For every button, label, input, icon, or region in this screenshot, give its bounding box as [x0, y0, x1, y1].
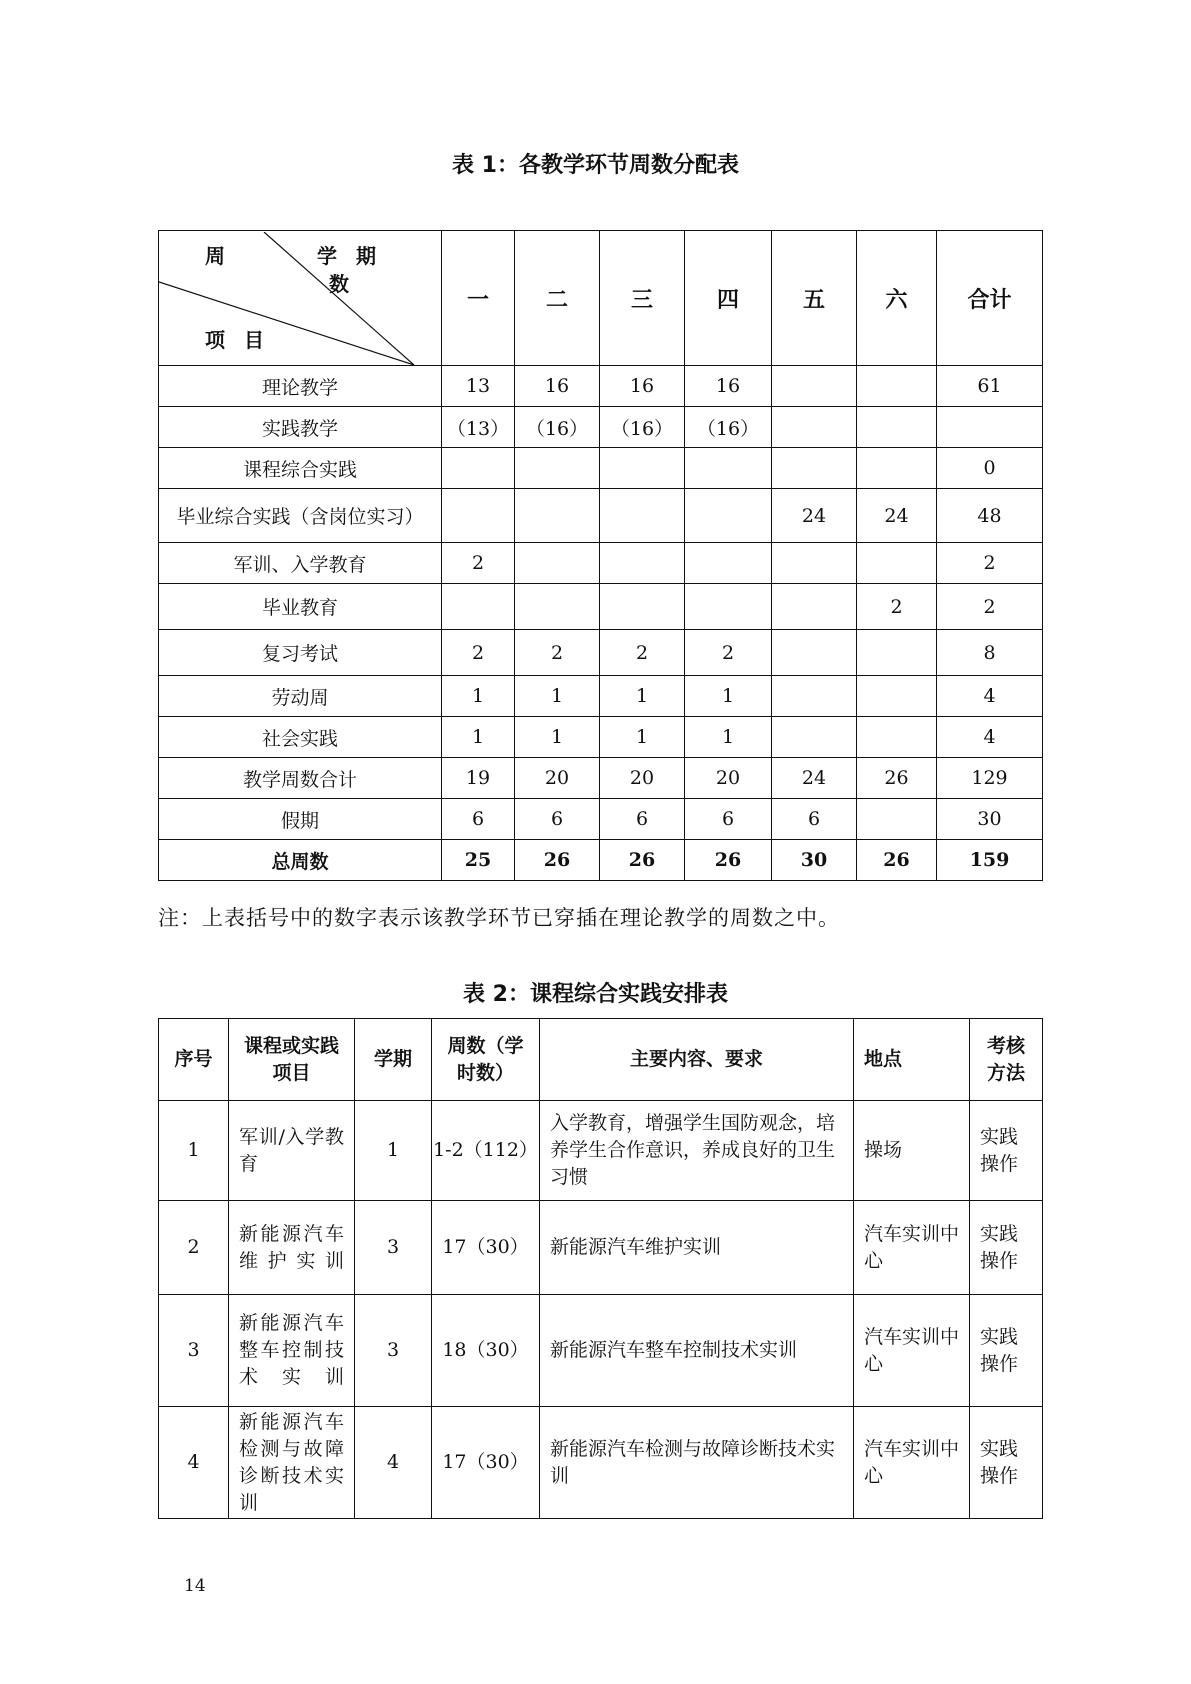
table1-cell: 20: [685, 758, 772, 799]
row-label: 教学周数合计: [159, 758, 442, 799]
table1-cell: 159: [937, 840, 1043, 881]
table1-cell: 48: [937, 489, 1043, 543]
table1-cell: （16）: [685, 407, 772, 448]
table1-cell: [685, 543, 772, 584]
table1-cell: [442, 489, 515, 543]
row-content: 新能源汽车维护实训: [540, 1201, 854, 1295]
table1-cell: （13）: [442, 407, 515, 448]
table1-cell: [685, 584, 772, 630]
table1-cell: 2: [937, 584, 1043, 630]
table1-cell: 26: [857, 840, 937, 881]
table1-cell: 26: [515, 840, 600, 881]
table1-row: [159, 717, 1043, 758]
table1-cell: 6: [442, 799, 515, 840]
table1-cell: 2: [515, 630, 600, 676]
semester-1-header: 一: [442, 231, 515, 366]
table1-cell: [685, 489, 772, 543]
row-weeks: 1-2（112）: [432, 1101, 540, 1201]
table1-cell: 20: [515, 758, 600, 799]
table1-cell: [772, 717, 857, 758]
table1-cell: 26: [600, 840, 685, 881]
table1-cell: 26: [685, 840, 772, 881]
table1-note: 注：上表括号中的数字表示该教学环节已穿插在理论教学的周数之中。: [158, 906, 840, 930]
corner-week-label: 周: [205, 243, 225, 268]
table1-title: 表 1：各教学环节周数分配表: [452, 153, 739, 178]
table1-cell: 1: [685, 676, 772, 717]
table1-cell: [600, 584, 685, 630]
table1-row: [159, 366, 1043, 407]
table1-cell: 0: [937, 448, 1043, 489]
diagonal-line: [159, 232, 442, 365]
table1-cell: [857, 407, 937, 448]
table1-cell: 6: [600, 799, 685, 840]
row-label: 假期: [159, 799, 442, 840]
row-label: 复习考试: [159, 630, 442, 676]
row-content: 入学教育，增强学生国防观念，培养学生合作意识，养成良好的卫生习惯: [540, 1101, 854, 1201]
row-place: 汽车实训中心: [854, 1407, 970, 1519]
table1-cell: [772, 676, 857, 717]
table1-cell: 19: [442, 758, 515, 799]
corner-semester-label: 学 期: [317, 243, 382, 268]
table1-cell: [857, 448, 937, 489]
table1-row: [159, 840, 1043, 881]
table1-cell: [772, 543, 857, 584]
row-place: 汽车实训中心: [854, 1201, 970, 1295]
row-label: 毕业教育: [159, 584, 442, 630]
corner-count-label: 数: [329, 271, 349, 296]
table1-cell: 1: [685, 717, 772, 758]
row-project: 新能源汽车整车控制技术实训: [229, 1295, 355, 1407]
row-content: 新能源汽车检测与故障诊断技术实训: [540, 1407, 854, 1519]
row-label: 总周数: [159, 840, 442, 881]
row-semester: 3: [355, 1295, 432, 1407]
table2-row: [159, 1101, 1043, 1201]
table1-cell: 4: [937, 676, 1043, 717]
row-semester: 4: [355, 1407, 432, 1519]
row-semester: 3: [355, 1201, 432, 1295]
header-place: 地点: [854, 1019, 970, 1101]
row-label: 实践教学: [159, 407, 442, 448]
table1-cell: 20: [600, 758, 685, 799]
table1-cell: [857, 630, 937, 676]
table1-cell: 1: [515, 676, 600, 717]
table1-cell: 6: [515, 799, 600, 840]
table1-cell: 16: [685, 366, 772, 407]
table1-cell: 16: [515, 366, 600, 407]
table1-cell: [857, 543, 937, 584]
table1-cell: 30: [772, 840, 857, 881]
total-header: 合计: [937, 231, 1043, 366]
table1-cell: 26: [857, 758, 937, 799]
table1-cell: [772, 366, 857, 407]
row-project: 军训/入学教育: [229, 1101, 355, 1201]
table1-cell: 16: [600, 366, 685, 407]
table1-cell: 2: [442, 543, 515, 584]
table1-cell: 30: [937, 799, 1043, 840]
row-project: 新能源汽车维护实训: [229, 1201, 355, 1295]
semester-2-header: 二: [515, 231, 600, 366]
table1-cell: [685, 448, 772, 489]
table2-row: [159, 1295, 1043, 1407]
row-label: 理论教学: [159, 366, 442, 407]
table2-title: 表 2：课程综合实践安排表: [463, 982, 728, 1007]
row-weeks: 18（30）: [432, 1295, 540, 1407]
week-allocation-table: [158, 230, 1043, 881]
row-seq: 1: [159, 1101, 229, 1201]
table1-cell: [857, 799, 937, 840]
row-place: 操场: [854, 1101, 970, 1201]
row-label: 社会实践: [159, 717, 442, 758]
header-method: 考核方法: [970, 1019, 1043, 1101]
header-weeks: 周数（学时数）: [432, 1019, 540, 1101]
table1-cell: [515, 448, 600, 489]
table1-cell: 61: [937, 366, 1043, 407]
row-label: 军训、入学教育: [159, 543, 442, 584]
table1-cell: 8: [937, 630, 1043, 676]
table1-cell: 2: [685, 630, 772, 676]
table1-row: [159, 407, 1043, 448]
table1-cell: 2: [600, 630, 685, 676]
table1-cell: 6: [772, 799, 857, 840]
table1-row: [159, 584, 1043, 630]
row-place: 汽车实训中心: [854, 1295, 970, 1407]
row-label: 毕业综合实践（含岗位实习）: [159, 489, 442, 543]
row-seq: 2: [159, 1201, 229, 1295]
table1-cell: 1: [600, 676, 685, 717]
table1-cell: 1: [442, 676, 515, 717]
corner-item-label: 项 目: [205, 327, 270, 352]
table1-cell: [772, 407, 857, 448]
table1-cell: [857, 366, 937, 407]
table1-cell: [515, 543, 600, 584]
table1-cell: [772, 584, 857, 630]
semester-5-header: 五: [772, 231, 857, 366]
table1-cell: 24: [857, 489, 937, 543]
table2-header-row: [159, 1019, 1043, 1101]
header-seq: 序号: [159, 1019, 229, 1101]
corner-header-cell: [159, 231, 442, 366]
table1-cell: 1: [442, 717, 515, 758]
semester-3-header: 三: [600, 231, 685, 366]
table2-row: [159, 1201, 1043, 1295]
header-project: 课程或实践项目: [229, 1019, 355, 1101]
table1-cell: 2: [937, 543, 1043, 584]
table1-cell: [772, 448, 857, 489]
table1-row: [159, 630, 1043, 676]
table1-row: [159, 799, 1043, 840]
page-number: 14: [184, 1576, 206, 1596]
semester-4-header: 四: [685, 231, 772, 366]
table1-cell: （16）: [515, 407, 600, 448]
table1-cell: （16）: [600, 407, 685, 448]
table1-cell: [772, 630, 857, 676]
row-method: 实践操作: [970, 1295, 1043, 1407]
row-label: 课程综合实践: [159, 448, 442, 489]
table1-header-row: [159, 231, 1043, 366]
table1-cell: 25: [442, 840, 515, 881]
row-semester: 1: [355, 1101, 432, 1201]
table1-cell: [600, 489, 685, 543]
table1-cell: 1: [515, 717, 600, 758]
table1-cell: [515, 584, 600, 630]
row-seq: 3: [159, 1295, 229, 1407]
table1-row: [159, 543, 1043, 584]
table1-cell: [600, 448, 685, 489]
table1-cell: 2: [857, 584, 937, 630]
row-weeks: 17（30）: [432, 1407, 540, 1519]
header-content: 主要内容、要求: [540, 1019, 854, 1101]
table2-row: [159, 1407, 1043, 1519]
table1-cell: 4: [937, 717, 1043, 758]
semester-6-header: 六: [857, 231, 937, 366]
table1-cell: 6: [685, 799, 772, 840]
table1-cell: 1: [600, 717, 685, 758]
table1-cell: 24: [772, 758, 857, 799]
table1-row: [159, 489, 1043, 543]
table1-cell: 13: [442, 366, 515, 407]
row-label: 劳动周: [159, 676, 442, 717]
table1-cell: [515, 489, 600, 543]
row-weeks: 17（30）: [432, 1201, 540, 1295]
row-method: 实践操作: [970, 1101, 1043, 1201]
table1-cell: [937, 407, 1043, 448]
table1-row: [159, 676, 1043, 717]
table1-cell: [857, 676, 937, 717]
table1-cell: [857, 717, 937, 758]
header-semester: 学期: [355, 1019, 432, 1101]
table1-cell: [442, 448, 515, 489]
table1-cell: 129: [937, 758, 1043, 799]
table1-cell: [600, 543, 685, 584]
row-seq: 4: [159, 1407, 229, 1519]
table1-row: [159, 758, 1043, 799]
table1-row: [159, 448, 1043, 489]
row-content: 新能源汽车整车控制技术实训: [540, 1295, 854, 1407]
table1-cell: [442, 584, 515, 630]
row-method: 实践操作: [970, 1407, 1043, 1519]
row-project: 新能源汽车检测与故障诊断技术实训: [229, 1407, 355, 1519]
practice-schedule-table: [158, 1018, 1043, 1519]
row-method: 实践操作: [970, 1201, 1043, 1295]
table1-cell: 24: [772, 489, 857, 543]
table1-cell: 2: [442, 630, 515, 676]
